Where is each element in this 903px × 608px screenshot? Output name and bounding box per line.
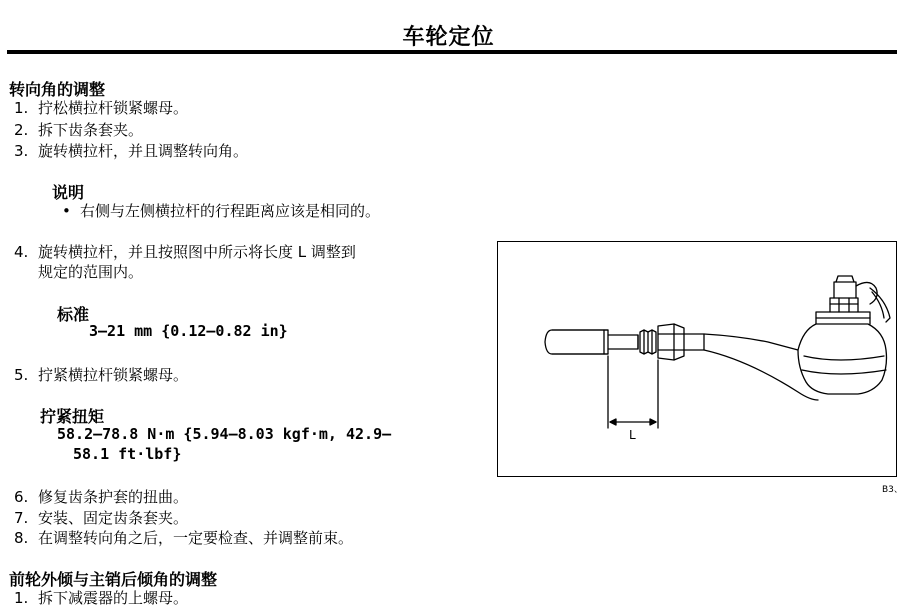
torque-value-line2: 58.1 ft·lbf} [73,445,182,463]
step-text: 拆下齿条套夹。 [38,121,144,139]
tie-rod-illustration [498,242,898,478]
step-text: 安装、固定齿条套夹。 [38,509,189,527]
section-heading-camber-caster: 前轮外倾与主销后倾角的调整 [9,570,218,589]
step-6 [14,486,188,507]
castle-nut [830,298,858,312]
step-text: 在调整转向角之后，一定要检查、并调整前束。 [38,529,354,547]
section-heading-steering-angle: 转向角的调整 [9,80,106,99]
step-number: 5. [14,366,29,384]
step-8 [14,527,353,548]
torque-value-line1: 58.2—78.8 N·m {5.94—8.03 kgf·m, 42.9— [57,425,392,443]
step-text: 旋转横拉杆，并且调整转向角。 [38,142,249,160]
figure-id: B3、 [882,485,903,495]
tie-rod-figure [497,241,897,477]
step-4 [14,241,356,262]
ball-joint-boot [798,324,887,394]
step-number: 1. [14,99,29,117]
dimension-label: L [629,428,636,442]
page-title: 车轮定位 [402,25,495,50]
step-number: 4. [14,243,29,261]
step-number: 6. [14,488,29,506]
torque-heading: 拧紧扭矩 [40,407,105,426]
step-5 [14,364,188,385]
lock-nut [658,324,684,360]
step-number: 2. [14,121,29,139]
step-number: 7. [14,509,29,527]
standard-value: 3—21 mm {0.12—0.82 in} [89,322,288,340]
step-text: 拧紧横拉杆锁紧螺母。 [38,366,189,384]
section2-step-1 [14,587,188,608]
step-7 [14,507,188,528]
threaded-section [608,335,638,349]
cotter-pin [856,282,877,304]
title-rule [7,50,897,54]
step-number: 1. [14,589,29,607]
step-2 [14,119,143,140]
note-heading: 说明 [52,183,85,202]
standard-heading: 标准 [57,305,90,324]
tie-rod-shaft [545,330,608,354]
step-text: 拧松横拉杆锁紧螺母。 [38,99,189,117]
step-number: 3. [14,142,29,160]
note-item [62,200,380,221]
step-3 [14,140,248,161]
step-4-continuation: 规定的范围内。 [38,263,144,281]
step-number: 8. [14,529,29,547]
step-1 [14,97,188,118]
step-text: 拆下减震器的上螺母。 [38,589,189,607]
step-text: 修复齿条护套的扭曲。 [38,488,189,506]
tie-rod-end-top [684,334,798,350]
ball-stud [834,282,856,298]
step-text: 旋转横拉杆，并且按照图中所示将长度 L 调整到 [38,243,356,261]
bullet-icon: • [62,202,71,220]
note-text: 右侧与左侧横拉杆的行程距离应该是相同的。 [80,202,381,220]
